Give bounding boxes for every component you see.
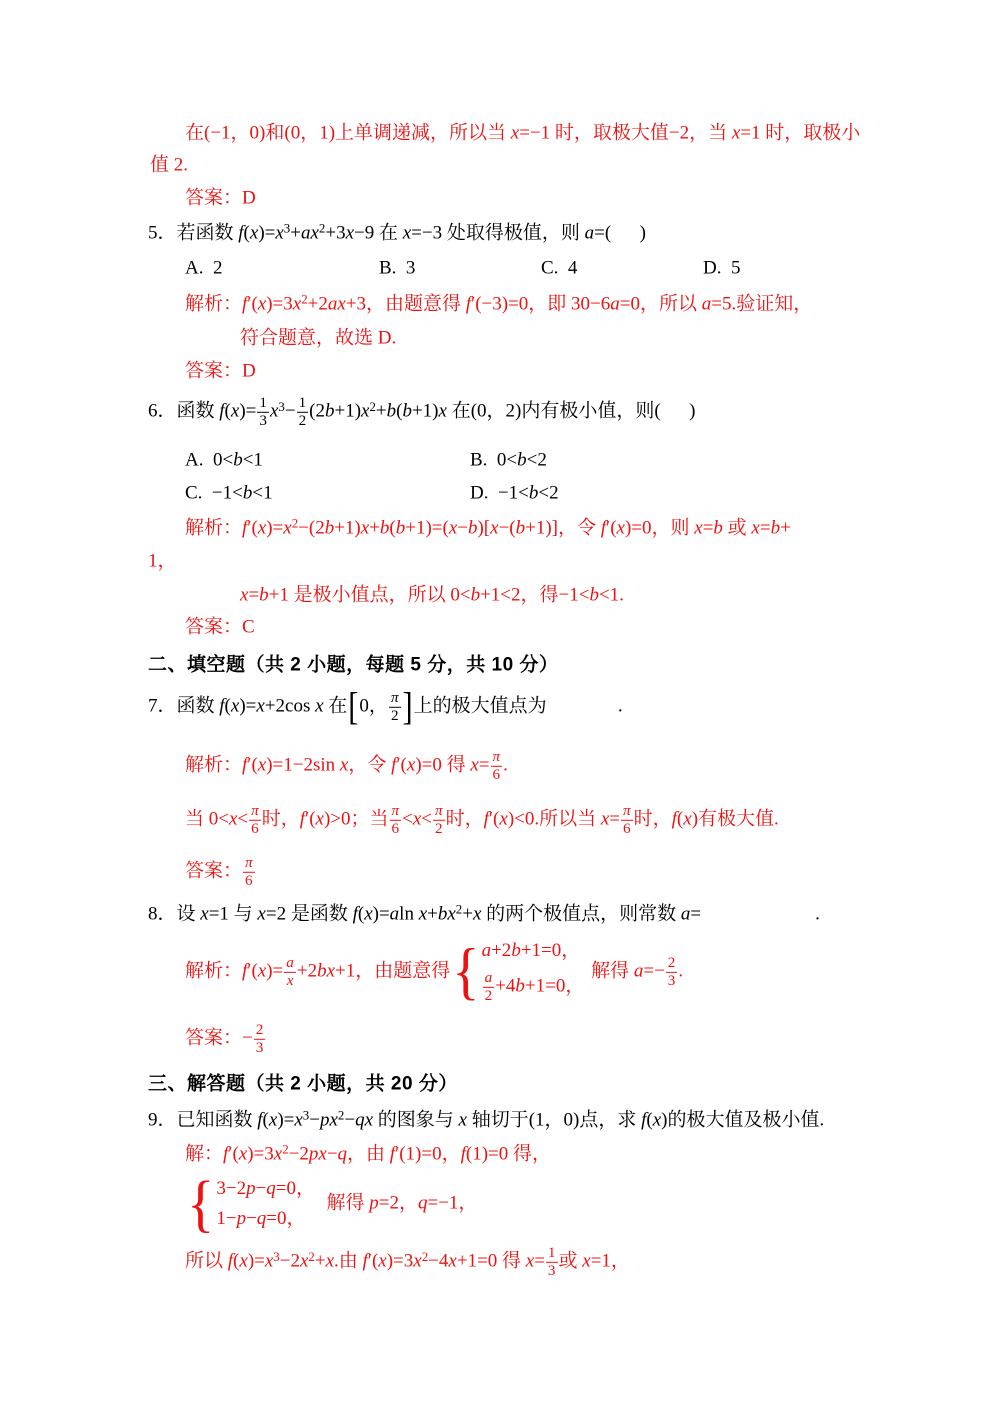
math-variable: x xyxy=(292,293,302,315)
math-variable: π xyxy=(434,801,443,819)
q9-stem: 9．已知函数 $f(x)=x^3-px^2-qx$ 的图象与 x 轴切于(1，0)点，求 f(x)的极大值及极小值. xyxy=(148,1107,825,1131)
fraction-denominator: 6 xyxy=(492,765,501,783)
fraction-denominator: 2 xyxy=(484,986,493,1004)
math-superscript: 2 xyxy=(455,901,463,917)
math-variable: f xyxy=(465,293,472,315)
math-variable: π xyxy=(492,747,501,765)
math-variable: x xyxy=(257,754,267,776)
math-variable: x xyxy=(249,222,259,244)
system-row: a+2b+1=0， xyxy=(481,939,581,961)
math-variable: f xyxy=(257,1109,263,1131)
fraction-denominator: 2 xyxy=(298,411,307,429)
left-brace: { xyxy=(452,935,480,1007)
q4-answer: 答案：D xyxy=(185,187,256,209)
fraction-denominator xyxy=(285,973,296,990)
math-variable: x xyxy=(325,1250,335,1272)
q8-stem: 8．设 x=1 与 x=2 是函数 f(x)=aln $x+bx^2+x$ 的两个极值点，则常数 a= . xyxy=(148,901,820,925)
math-variable: f xyxy=(671,808,677,830)
q9-solution-3: 所以 $f(x)=x^3-2x^2+x$.由 $f'(x)=3x^2-4x+1=0$ 得 x= $\frac{1}{3}$ 或 x=1， xyxy=(185,1243,630,1279)
math-variable: x xyxy=(294,1109,303,1131)
math-variable: f xyxy=(391,754,397,776)
q4-solution-tail-2: 值 2. xyxy=(150,154,189,176)
math-fraction xyxy=(666,955,678,989)
fraction-denominator: 6 xyxy=(251,819,259,837)
math-variable: a xyxy=(481,939,492,961)
math-variable: x xyxy=(412,808,422,830)
math-variable: p xyxy=(236,1208,247,1229)
math-superscript: 2 xyxy=(282,1141,289,1157)
fraction-denominator: 3 xyxy=(255,1038,264,1056)
q7-stem: 7．函数 f(x)=x+2cos x 在[0， $\frac{\pi}{2}$ ]上的极大值点为 . xyxy=(148,684,623,729)
q9-solution-1: 解：$f'(x)=3x^2-2px-q$，由 f′(1)=0，f(1)=0 得， xyxy=(185,1141,552,1165)
math-variable: x xyxy=(200,903,209,925)
section-fill-in-heading: 二、填空题（共 2 小题，每题 5 分，共 10 分） xyxy=(148,654,559,676)
math-variable: b xyxy=(770,517,781,539)
math-variable: a xyxy=(610,293,620,315)
math-variable: b xyxy=(467,517,478,539)
fraction-denominator: 2 xyxy=(390,706,399,724)
math-variable: b xyxy=(395,517,406,539)
math-variable: x xyxy=(239,1250,248,1272)
math-variable: q xyxy=(418,1192,428,1214)
math-variable: x xyxy=(257,293,267,315)
math-variable: b xyxy=(515,517,526,539)
math-superscript: 2 xyxy=(369,398,376,414)
fraction-numerator xyxy=(621,803,633,821)
math-variable: x xyxy=(283,517,292,539)
math-variable: ax xyxy=(300,222,319,244)
fraction-numerator: 2 xyxy=(667,953,676,971)
math-variable: x xyxy=(315,808,324,830)
math-variable: a xyxy=(389,903,400,925)
fraction-numerator: 2 xyxy=(255,1020,264,1038)
math-variable: f xyxy=(242,517,248,539)
math-variable: x xyxy=(470,754,479,776)
fraction-numerator xyxy=(243,855,255,873)
math-variable: b xyxy=(470,584,481,606)
math-variable: b xyxy=(589,584,599,606)
math-variable: b xyxy=(259,584,269,606)
fraction-denominator: 3 xyxy=(667,971,676,989)
math-variable: π xyxy=(623,801,631,819)
math-variable: f xyxy=(352,903,358,925)
q5-option-d: D. 5 xyxy=(703,257,741,279)
math-variable: x xyxy=(339,754,349,776)
fraction-denominator: 3 xyxy=(547,1261,556,1279)
fraction-numerator xyxy=(390,803,402,821)
math-variable: π xyxy=(251,801,259,819)
math-variable: x xyxy=(345,222,355,244)
q6-answer: 答案：C xyxy=(185,616,255,638)
math-variable: x xyxy=(402,222,412,244)
math-variable: x xyxy=(257,960,267,982)
math-variable: a xyxy=(701,293,712,315)
math-variable: x xyxy=(616,517,625,539)
math-variable: f xyxy=(219,400,225,422)
q5-option-b: B. 3 xyxy=(379,257,416,279)
math-variable: q xyxy=(266,1178,276,1200)
system-rows xyxy=(216,1178,315,1230)
math-variable: b xyxy=(386,400,397,422)
math-variable: f xyxy=(460,1143,466,1165)
math-variable: f xyxy=(242,754,248,776)
math-variable: b xyxy=(233,449,243,471)
math-variable: x xyxy=(361,400,370,422)
math-variable: a xyxy=(680,903,691,925)
math-superscript: 3 xyxy=(283,220,291,236)
math-variable: bx xyxy=(317,960,336,982)
math-variable: px xyxy=(319,1109,338,1131)
math-variable: b xyxy=(515,975,525,997)
math-variable: f xyxy=(299,808,306,830)
math-fraction xyxy=(483,970,495,1004)
math-superscript: 2 xyxy=(318,220,326,236)
math-variable: p xyxy=(246,1178,256,1200)
q7-analysis-1: 解析：f′(x)=1−2sin x，令 f′(x)=0 得 x= $\frac{\pi}{6}$ . xyxy=(185,747,508,783)
math-fraction xyxy=(491,749,503,783)
math-variable: x xyxy=(378,1250,387,1272)
math-variable: x xyxy=(694,517,703,539)
math-variable: f xyxy=(600,517,607,539)
math-superscript: 2 xyxy=(301,291,308,307)
math-variable: f xyxy=(242,960,248,982)
math-variable: x xyxy=(257,903,266,925)
fraction-denominator: 6 xyxy=(391,819,400,837)
math-fraction xyxy=(254,1022,266,1056)
math-variable: a xyxy=(633,960,644,982)
fraction-numerator xyxy=(249,803,261,821)
big-left-bracket: [ xyxy=(348,684,359,729)
fraction-denominator: 2 xyxy=(434,819,443,837)
math-fraction xyxy=(297,395,309,429)
math-variable: x xyxy=(286,971,294,989)
math-variable: x xyxy=(315,695,324,717)
math-variable: x xyxy=(264,1250,274,1272)
math-fraction xyxy=(621,803,633,837)
q5-analysis-2: 符合题意，故选 D. xyxy=(240,327,397,349)
math-variable: b xyxy=(324,400,335,422)
math-variable: q xyxy=(337,1143,348,1165)
math-variable: x xyxy=(683,808,692,830)
math-variable: x xyxy=(490,517,499,539)
math-superscript: 2 xyxy=(308,1248,315,1264)
system-row: 1−p−q=0， xyxy=(216,1208,306,1229)
math-variable: x xyxy=(731,122,741,144)
math-variable: a xyxy=(286,953,294,971)
math-variable: x xyxy=(256,695,265,717)
math-variable: x xyxy=(299,1250,309,1272)
q4-solution-tail-1: 在(−1，0)和(0，1)上单调递减，所以当 x=−1 时，取极大值−2，当 x=1 时，取极小 xyxy=(185,122,861,144)
system-rows xyxy=(482,940,585,1004)
q5-answer: 答案：D xyxy=(185,360,256,382)
math-variable: x xyxy=(751,517,760,539)
math-variable: f xyxy=(223,1143,229,1165)
math-fraction xyxy=(433,803,445,837)
fraction-denominator: 3 xyxy=(259,411,267,429)
math-variable: b xyxy=(517,449,527,471)
math-variable: x xyxy=(472,903,482,925)
math-variable: f xyxy=(641,1109,647,1131)
q5-stem: 5．若函数 $f(x)=x^3+ax^2+3x-9$ 在 x=−3 处取得极值，则 a=( ) xyxy=(148,220,646,244)
math-variable: x xyxy=(240,584,249,606)
q7-analysis-2: 当 0<x< $\frac{\pi}{6}$ 时，f′(x)>0；当 $\frac{\pi}{6}$ <x< $\frac{\pi}{2}$ 时，f′(x)<0.所以当 x= $\frac{\pi}{6}$ 时，f(x)有极大值. xyxy=(185,801,779,837)
math-variable: b xyxy=(713,517,723,539)
q5-option-a: A. 2 xyxy=(185,257,223,279)
math-variable: x xyxy=(228,808,238,830)
math-variable: x xyxy=(273,1143,283,1165)
math-variable: f xyxy=(389,1143,396,1165)
q6-analysis-2: 1， xyxy=(148,550,177,572)
q5-analysis-1: 解析：$f'(x)=3x^2+2ax+3$，由题意得 f′(−3)=0，即 30−6a=0，所以 a=5.验证知， xyxy=(185,291,813,315)
fraction-numerator xyxy=(284,955,296,973)
math-variable: q xyxy=(256,1208,267,1229)
math-variable: x xyxy=(413,1250,422,1272)
system-row: $\frac{a}{2}$ +4b+1=0， xyxy=(484,968,585,1004)
math-variable: f xyxy=(238,222,244,244)
math-equation-system xyxy=(187,1167,316,1239)
math-superscript: 2 xyxy=(421,1248,429,1264)
math-variable: π xyxy=(391,801,400,819)
math-variable: x xyxy=(652,1109,662,1131)
fraction-numerator xyxy=(389,690,401,708)
math-variable: b xyxy=(324,517,335,539)
math-variable: x xyxy=(360,517,370,539)
math-variable: x xyxy=(525,1250,535,1272)
math-fraction xyxy=(243,855,255,889)
q8-analysis: 解析：f′(x)= $\frac{a}{x}$ +2bx+1，由题意得 { a+2b+1=0， $\frac{a}{2}$ +4b+1=0， 解得 a=− $\frac{2}{3}$ . xyxy=(185,935,684,1007)
math-variable: x xyxy=(418,903,428,925)
math-variable: x xyxy=(230,400,240,422)
q5-option-c: C. 4 xyxy=(541,257,578,279)
math-variable: f xyxy=(242,293,248,315)
math-superscript: 3 xyxy=(273,1248,280,1264)
math-superscript: 2 xyxy=(337,1107,345,1123)
math-variable: qx xyxy=(355,1109,374,1131)
math-variable: x xyxy=(438,400,447,422)
math-fraction xyxy=(389,690,401,724)
fraction-numerator xyxy=(433,803,445,821)
math-variable: x xyxy=(510,122,520,144)
fraction-numerator: 1 xyxy=(547,1243,556,1261)
math-variable: a xyxy=(484,968,493,986)
system-row: 3−2p−q=0， xyxy=(216,1178,316,1200)
math-fraction xyxy=(249,803,261,837)
q7-answer: 答案： $\frac{\pi}{6}$ xyxy=(185,853,253,889)
math-variable: x xyxy=(499,808,508,830)
math-variable: b xyxy=(379,517,390,539)
math-variable: x xyxy=(406,754,416,776)
math-fraction xyxy=(390,803,402,837)
math-variable: x xyxy=(600,808,610,830)
math-superscript: 2 xyxy=(291,515,299,531)
fraction-denominator: 6 xyxy=(245,871,253,889)
fraction-numerator xyxy=(491,749,503,767)
math-equation-system xyxy=(452,935,585,1007)
fraction-denominator: 6 xyxy=(623,819,631,837)
math-superscript: 3 xyxy=(302,1107,310,1123)
left-brace: { xyxy=(187,1167,215,1239)
q6-analysis-1: 解析：$f'(x)=x^2-(2b+1)x+b(b+1)=(x-b)[x-(b+1)]$，令 f′(x)=0，则 x=b 或 x=b+ xyxy=(185,515,791,539)
q6-stem: 6．函数 f(x)= $\frac{1}{3}$ $x^3-$ $\frac{1}{2}$ $(2b+1)x^2+b(b+1)x$ 在(0，2)内有极小值，则( ) xyxy=(148,393,696,429)
fraction-numerator: 1 xyxy=(259,393,267,411)
math-variable: p xyxy=(369,1192,379,1214)
math-variable: x xyxy=(238,1143,248,1165)
math-variable: px xyxy=(308,1143,327,1165)
q6-option-a: A. 0<b<1 xyxy=(185,449,263,471)
math-variable: x xyxy=(230,695,240,717)
math-variable: f xyxy=(227,1250,234,1272)
math-variable: b xyxy=(242,482,253,504)
math-variable: x xyxy=(448,1250,457,1272)
math-variable: x xyxy=(448,517,458,539)
math-variable: ax xyxy=(327,293,346,315)
math-variable: b xyxy=(402,400,412,422)
section-solution-heading: 三、解答题（共 2 小题，共 20 分） xyxy=(148,1073,458,1095)
math-fraction xyxy=(546,1245,558,1279)
q8-answer: 答案：− $\frac{2}{3}$ xyxy=(185,1020,264,1056)
q6-option-b: B. 0<b<2 xyxy=(470,449,547,471)
math-variable: f xyxy=(362,1250,368,1272)
math-variable: x xyxy=(269,400,279,422)
q6-analysis-3: x=b+1 是极小值点，所以 0<b+1<2，得−1<b<1. xyxy=(240,584,624,606)
big-right-bracket: ] xyxy=(402,684,413,729)
math-variable: x xyxy=(582,1250,591,1272)
math-variable: x xyxy=(275,222,284,244)
math-variable: f xyxy=(483,808,489,830)
math-fraction xyxy=(284,955,296,989)
math-variable: f xyxy=(219,695,225,717)
fraction-numerator: 1 xyxy=(298,393,307,411)
math-variable: x xyxy=(364,903,373,925)
math-fraction xyxy=(257,395,269,429)
math-variable: x xyxy=(458,1109,467,1131)
math-superscript: 3 xyxy=(278,398,285,414)
math-variable: π xyxy=(390,688,399,706)
q6-option-d: D. −1<b<2 xyxy=(470,482,559,504)
math-variable: π xyxy=(245,853,253,871)
q9-solution-2: { 3−2p−q=0， 1−p−q=0， 解得 p=2，q=−1， xyxy=(187,1167,478,1239)
math-variable: b xyxy=(511,939,521,961)
math-variable: x xyxy=(257,517,267,539)
math-variable: x xyxy=(268,1109,278,1131)
q6-option-c: C. −1<b<1 xyxy=(185,482,273,504)
math-variable: a xyxy=(584,222,595,244)
fraction-numerator xyxy=(483,970,495,988)
math-variable: b xyxy=(528,482,539,504)
math-variable: bx xyxy=(437,903,456,925)
